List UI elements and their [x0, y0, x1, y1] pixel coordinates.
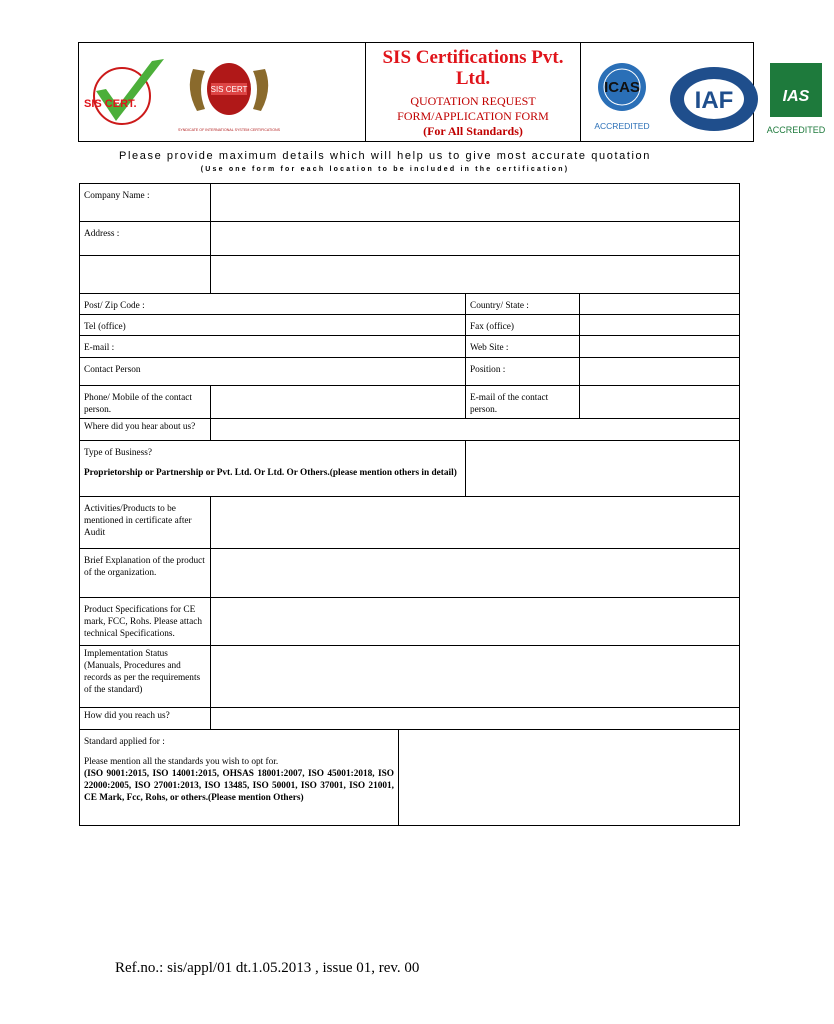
company-title: SIS Certifications Pvt. Ltd.	[382, 47, 564, 89]
row-company-name	[80, 184, 740, 222]
standard-applied-label: Standard applied for :	[84, 737, 165, 747]
post-zip-label[interactable]: Post/ Zip Code :	[80, 294, 466, 315]
country-state-field[interactable]	[580, 294, 740, 315]
ias-logo	[764, 63, 834, 143]
address-field[interactable]	[211, 222, 740, 256]
where-hear-label: Where did you hear about us?	[80, 419, 211, 441]
product-specs-field[interactable]	[211, 598, 740, 646]
position-field[interactable]	[580, 358, 740, 386]
standard-applied-field[interactable]	[399, 730, 740, 826]
contact-person-label[interactable]: Contact Person	[80, 358, 466, 386]
company-name-label: Company Name :	[80, 184, 211, 222]
icas-logo	[588, 57, 658, 137]
sis-cert-logo-text: SIS CERT.	[84, 98, 137, 110]
iaf-logo	[668, 65, 760, 135]
intro-instruction: Please provide maximum details which will help us to give most accurate quotation	[119, 150, 651, 162]
row-address	[80, 222, 740, 256]
address-continued-label-cell	[80, 256, 211, 294]
row-standard-applied	[80, 730, 740, 826]
row-address-continued	[80, 256, 740, 294]
country-state-label: Country/ State :	[466, 294, 580, 315]
intro-note: (Use one form for each location to be included in the certification)	[200, 166, 570, 173]
activities-field[interactable]	[211, 497, 740, 549]
sis-crest-logo	[171, 49, 287, 137]
reference-number: Ref.no.: sis/appl/01 dt.1.05.2013 , issue 01, rev. 00	[115, 960, 420, 976]
type-business-label: Type of Business?	[84, 448, 153, 458]
company-name-field[interactable]	[211, 184, 740, 222]
standards-list: (ISO 9001:2015, ISO 14001:2015, OHSAS 18001:2007, ISO 45001:2018, ISO 22000:2005, ISO 27001:2013, ISO 13485, ISO 50001, ISO 37001, ISO 21001, CE Mark, Fcc, Rohs, or others.(Please mention Others)	[84, 769, 394, 803]
website-label: Web Site :	[466, 336, 580, 358]
brief-explanation-label: Brief Explanation of the product of the organization.	[80, 549, 211, 598]
iaf-logo-text: IAF	[694, 87, 734, 114]
type-business-field[interactable]	[466, 441, 740, 497]
how-reach-label: How did you reach us?	[80, 708, 211, 730]
icas-logo-text: ICAS	[604, 79, 640, 96]
subtitle-line-3: (For All Standards)	[423, 124, 523, 138]
row-implementation	[80, 646, 740, 708]
product-specs-label: Product Specifications for CE mark, FCC, Rohs. Please attach technical Specifications.	[80, 598, 211, 646]
row-phone-email	[80, 386, 740, 419]
ias-caption: ACCREDITED	[766, 125, 826, 135]
row-how-reach	[80, 708, 740, 730]
standards-mention: Please mention all the standards you wish to opt for.	[84, 757, 279, 767]
brief-explanation-field[interactable]	[211, 549, 740, 598]
subtitle-line-2: FORM/APPLICATION FORM	[397, 109, 549, 123]
row-email-website	[80, 336, 740, 358]
email-label[interactable]: E-mail :	[80, 336, 466, 358]
crest-logo-text: SIS CERT	[210, 85, 248, 94]
type-business-cell	[80, 441, 466, 497]
sis-cert-check-logo	[82, 51, 172, 131]
type-business-detail: Proprietorship or Partnership or Pvt. Ltd. Or Ltd. Or Others.(please mention others in detail)	[84, 468, 457, 478]
letterhead	[78, 42, 826, 142]
implementation-field[interactable]	[211, 646, 740, 708]
standard-applied-cell	[80, 730, 399, 826]
left-logos	[79, 43, 289, 141]
row-product-specs	[80, 598, 740, 646]
fax-field[interactable]	[580, 315, 740, 336]
tel-label[interactable]: Tel (office)	[80, 315, 466, 336]
row-activities	[80, 497, 740, 549]
phone-mobile-label: Phone/ Mobile of the contact person.	[80, 386, 211, 419]
how-reach-field[interactable]	[211, 708, 740, 730]
row-tel-fax	[80, 315, 740, 336]
website-field[interactable]	[580, 336, 740, 358]
implementation-label: Implementation Status (Manuals, Procedures and records as per the requirements of the standard)	[80, 646, 211, 708]
email-contact-field[interactable]	[580, 386, 740, 419]
row-brief-explanation	[80, 549, 740, 598]
where-hear-field[interactable]	[211, 419, 740, 441]
row-where-hear	[80, 419, 740, 441]
address-label: Address :	[80, 222, 211, 256]
ias-logo-text: IAS	[782, 88, 810, 105]
address-continued-field[interactable]	[211, 256, 740, 294]
row-post-country	[80, 294, 740, 315]
email-contact-label: E-mail of the contact person.	[466, 386, 580, 419]
application-form-table	[79, 183, 740, 826]
accreditation-logos	[584, 43, 826, 141]
crest-caption: SYNDICATE OF INTERNATIONAL SYSTEM CERTIFICATIONS	[177, 128, 281, 132]
fax-label: Fax (office)	[466, 315, 580, 336]
phone-mobile-field[interactable]	[211, 386, 466, 419]
header-title-block	[365, 43, 581, 141]
subtitle-line-1: QUOTATION REQUEST	[410, 94, 536, 108]
position-label: Position :	[466, 358, 580, 386]
row-contact-position	[80, 358, 740, 386]
icas-caption: ACCREDITED	[594, 121, 650, 131]
row-type-business	[80, 441, 740, 497]
activities-label: Activities/Products to be mentioned in certificate after Audit	[80, 497, 211, 549]
